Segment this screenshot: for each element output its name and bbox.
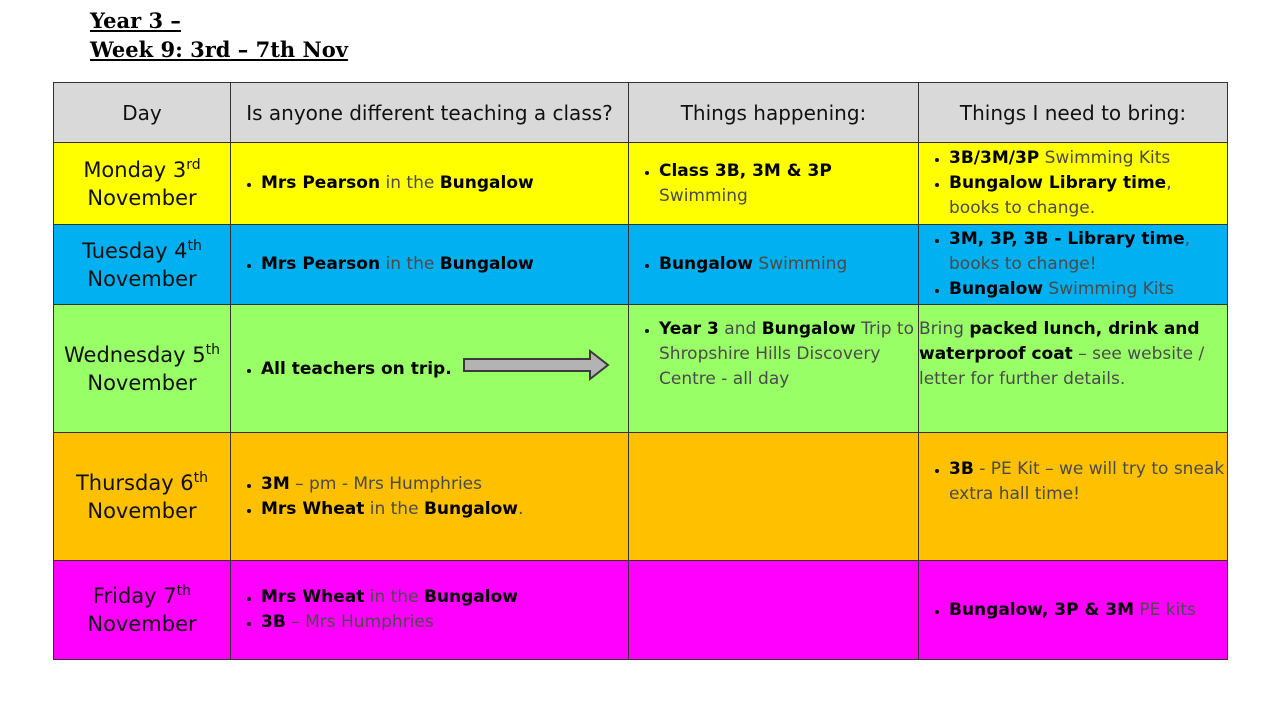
bring-thursday: [919, 433, 1228, 561]
list-item: • Bungalow Swimming: [659, 252, 918, 277]
list-item: • 3B - PE Kit – we will try to sneak extra hall time!: [949, 457, 1227, 507]
day-suffix: th: [205, 341, 220, 358]
day-name: Friday 7: [92, 584, 177, 608]
day-friday: [54, 561, 231, 660]
happening-wednesday: [629, 305, 919, 433]
list-item: • 3M, 3P, 3B - Library time, books to change!: [949, 227, 1227, 277]
day-wednesday: [54, 305, 231, 433]
day-suffix: rd: [186, 156, 201, 173]
list-item: • Mrs Wheat in the Bungalow.: [261, 497, 628, 522]
happening-thursday: [629, 433, 919, 561]
row-monday: [54, 143, 1228, 225]
title-line-1: Year 3 –: [90, 8, 181, 33]
list-item: • Mrs Wheat in the Bungalow: [261, 585, 628, 610]
header-bring: Things I need to bring:: [919, 83, 1228, 143]
list-item: • 3M – pm - Mrs Humphries: [261, 472, 628, 497]
list-item: • Mrs Pearson in the Bungalow: [261, 171, 628, 196]
row-thursday: [54, 433, 1228, 561]
header-day: Day: [54, 83, 231, 143]
header-row: [54, 83, 1228, 143]
happening-monday: [629, 143, 919, 225]
day-month: November: [87, 370, 197, 395]
bring-friday: [919, 561, 1228, 660]
teaching-thursday: [231, 433, 629, 561]
right-arrow-icon: [462, 349, 610, 389]
day-suffix: th: [187, 237, 202, 254]
day-tuesday: [54, 225, 231, 305]
day-suffix: th: [176, 583, 192, 599]
day-suffix: th: [193, 469, 209, 486]
day-name: Monday 3: [83, 157, 187, 182]
list-item: • Mrs Pearson in the Bungalow: [261, 252, 628, 277]
day-month: November: [87, 266, 197, 291]
day-name: Tuesday 4: [82, 238, 188, 263]
day-monday: [54, 143, 231, 225]
header-happening: Things happening:: [629, 83, 919, 143]
day-month: November: [87, 498, 197, 523]
list-item: • Bungalow, 3P & 3M PE kits: [949, 598, 1227, 623]
teaching-wednesday: [231, 305, 629, 433]
list-item: • Bungalow Library time, books to change.: [949, 171, 1227, 221]
bring-wednesday: Bring packed lunch, drink and waterproof coat – see website / letter for further details.: [919, 305, 1228, 433]
list-item: • All teachers on trip.: [261, 349, 628, 389]
list-item: • 3B – Mrs Humphries: [261, 610, 628, 635]
teaching-tuesday: [231, 225, 629, 305]
teaching-friday: [231, 561, 629, 660]
row-tuesday: [54, 225, 1228, 305]
header-teaching: Is anyone different teaching a class?: [231, 83, 629, 143]
page-title: [90, 6, 348, 64]
weekly-plan-table: [53, 82, 1228, 660]
day-month: November: [87, 612, 197, 636]
list-item: • 3B/3M/3P Swimming Kits: [949, 146, 1227, 171]
happening-tuesday: [629, 225, 919, 305]
happening-friday: [629, 561, 919, 660]
day-thursday: [54, 433, 231, 561]
row-wednesday: [54, 305, 1228, 433]
day-name: Wednesday 5: [64, 342, 206, 367]
day-month: November: [87, 185, 197, 210]
bring-tuesday: [919, 225, 1228, 305]
bring-monday: [919, 143, 1228, 225]
teaching-monday: [231, 143, 629, 225]
list-item: • Bungalow Swimming Kits: [949, 277, 1227, 302]
title-line-2: Week 9: 3rd – 7th Nov: [90, 37, 348, 62]
day-name: Thursday 6: [75, 470, 194, 495]
row-friday: [54, 561, 1228, 660]
list-item: • Year 3 and Bungalow Trip to Shropshire Hills Discovery Centre - all day: [659, 317, 918, 392]
list-item: • Class 3B, 3M & 3P Swimming: [659, 159, 918, 209]
